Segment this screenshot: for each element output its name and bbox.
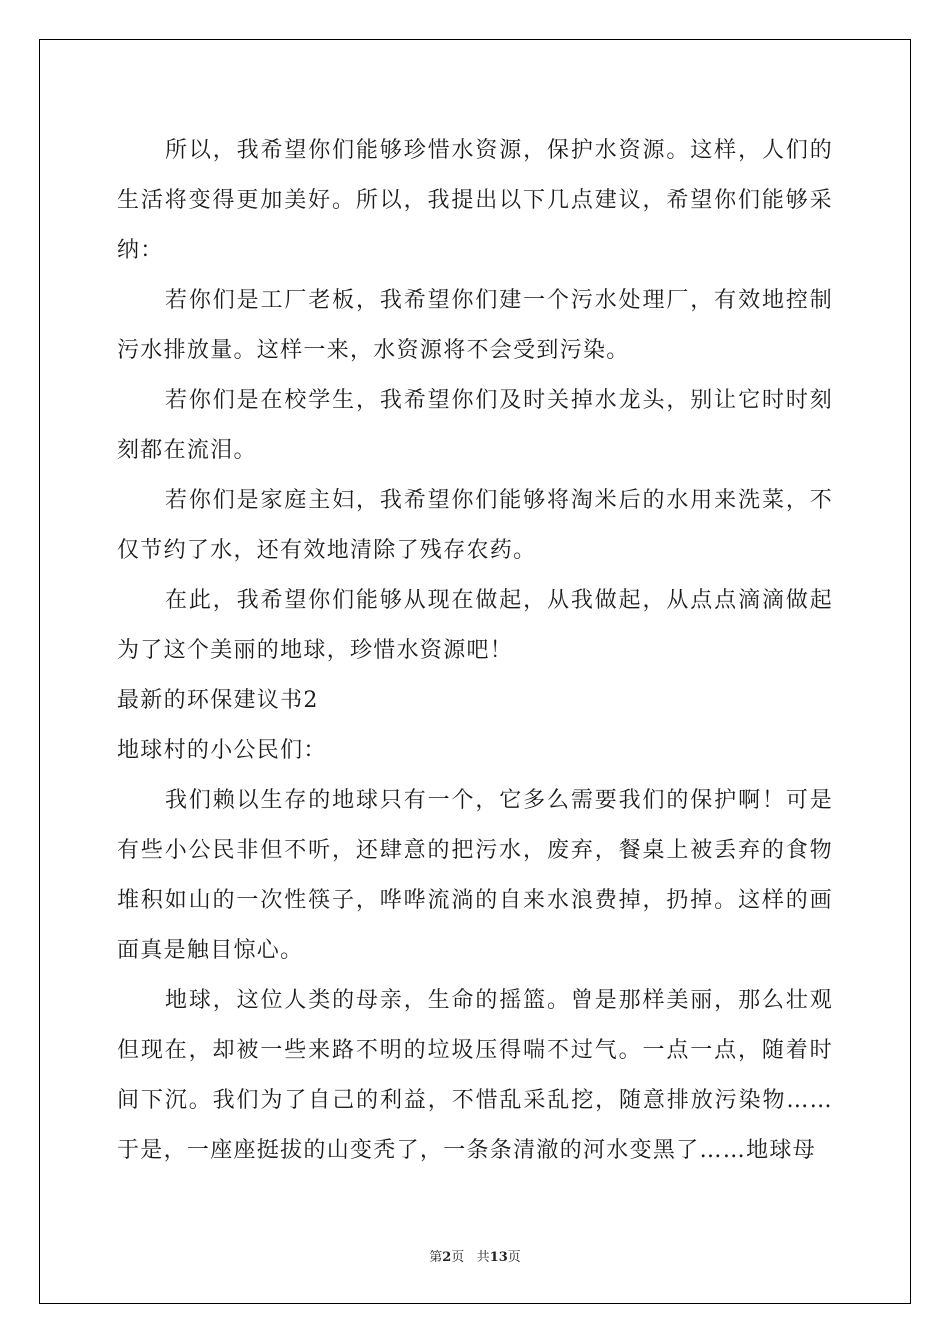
paragraph-2: 若你们是工厂老板，我希望你们建一个污水处理厂，有效地控制污水排放量。这样一来，水资源将不会受到污染。 (117, 288, 833, 363)
paragraph-6: 我们赖以生存的地球只有一个，它多么需要我们的保护啊！可是有些小公民非但不听，还肆意的把污水，废弃，餐桌上被丢弃的食物堆积如山的一次性筷子，哗哗流淌的自来水浪费掉，扔掉。这样的画面真是触目惊心。 (117, 788, 833, 963)
paragraph-5: 在此，我希望你们能够从现在做起，从我做起，从点点滴滴做起为了这个美丽的地球，珍惜水资源吧！ (117, 588, 833, 663)
document-body (117, 126, 833, 1176)
section-heading: 最新的环保建议书2 (117, 688, 319, 713)
page-footer (0, 1246, 950, 1265)
footer-page-suffix: 页 (451, 1250, 465, 1265)
paragraph-1: 所以，我希望你们能够珍惜水资源，保护水资源。这样，人们的生活将变得更加美好。所以，我提出以下几点建议，希望你们能够采纳： (117, 138, 833, 263)
footer-total-suffix: 页 (507, 1250, 521, 1265)
paragraph-3: 若你们是在校学生，我希望你们及时关掉水龙头，别让它时时刻刻都在流泪。 (117, 388, 833, 463)
salutation: 地球村的小公民们： (117, 738, 327, 763)
paragraph-7: 地球，这位人类的母亲，生命的摇篮。曾是那样美丽，那么壮观但现在，却被一些来路不明的垃圾压得喘不过气。一点一点，随着时间下沉。我们为了自己的利益，不惜乱采乱挖，随意排放污染物……于是，一座座挺拔的山变秃了，一条条清澈的河水变黑了……地球母 (117, 988, 833, 1163)
footer-total-prefix: 共 (476, 1250, 490, 1265)
total-page-count: 13 (489, 1250, 508, 1265)
paragraph-4: 若你们是家庭主妇，我希望你们能够将淘米后的水用来洗菜，不仅节约了水，还有效地清除了残存农药。 (117, 488, 833, 563)
footer-prefix: 第 (429, 1250, 443, 1265)
current-page-number: 2 (442, 1250, 452, 1265)
